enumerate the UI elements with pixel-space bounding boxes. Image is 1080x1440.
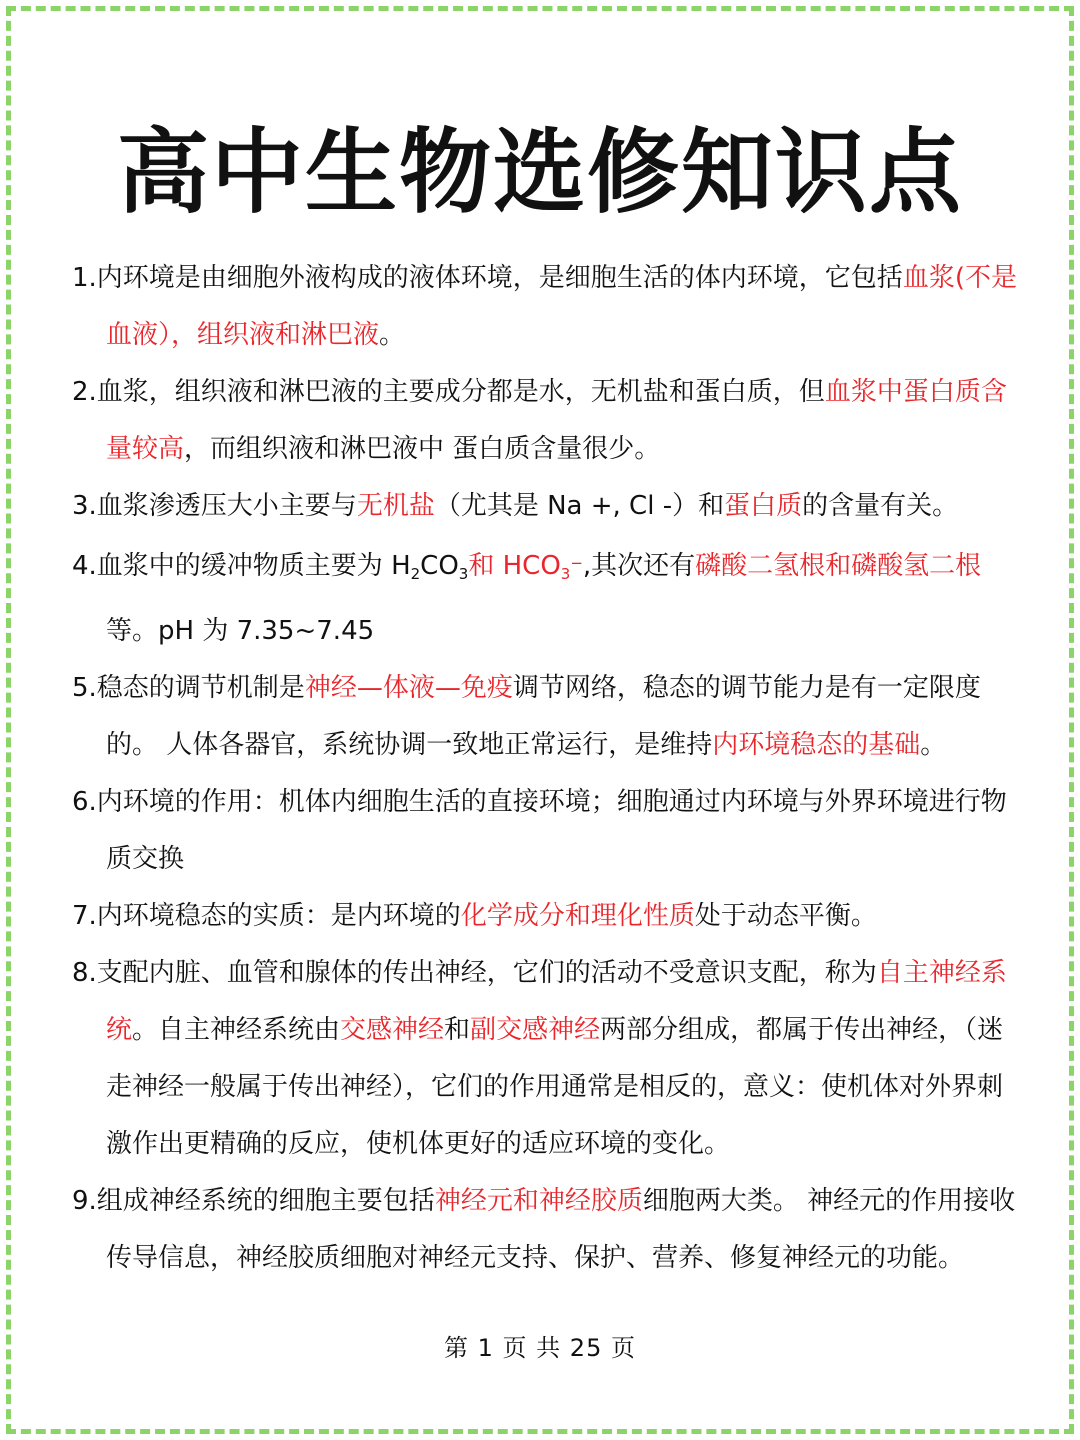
highlighted-text: 化学成分和理化性质 xyxy=(460,901,695,931)
highlighted-text: 无机盐 xyxy=(356,491,435,521)
page-number: 第 1 页 共 25 页 xyxy=(444,1334,636,1362)
text-segment: 2.血浆，组织液和淋巴液的主要成分都是水，无机盐和蛋白质，但 xyxy=(72,377,825,407)
text-segment: 。自主神经系统由 xyxy=(132,1015,341,1045)
knowledge-point-9 xyxy=(62,1173,1022,1287)
knowledge-point-8 xyxy=(62,945,1022,1173)
text-segment: （尤其是 Na +, Cl -）和 xyxy=(434,491,725,521)
text-segment: CO xyxy=(420,551,459,581)
text-segment: 2 xyxy=(410,565,421,583)
text-segment: 等。pH 为 7.35~7.45 xyxy=(106,616,375,646)
text-segment: 处于动态平衡。 xyxy=(694,901,877,931)
page-title: 高中生物选修知识点 xyxy=(116,119,963,226)
text-segment: 两部分组成，都属于传出神经，（迷走神经一般属于传出神经），它们的作用通常是相反的，意义：使机体对外界刺激作出更精确的反应，使机体更好的适应环境的变化。 xyxy=(106,1015,1004,1159)
notes-content xyxy=(62,250,1022,1287)
highlighted-text: 磷酸二氢根和磷酸氢二根 xyxy=(695,551,982,581)
text-segment: 的含量有关。 xyxy=(802,491,959,521)
text-segment: 4.血浆中的缓冲物质主要为 H xyxy=(72,551,411,581)
text-segment: 。 xyxy=(379,320,406,350)
text-segment: ，而组织液和淋巴液中 蛋白质含量很少。 xyxy=(184,434,661,464)
highlighted-text: 交感神经 xyxy=(340,1015,445,1045)
highlighted-text: 神经元和神经胶质 xyxy=(434,1186,643,1216)
highlighted-text: 蛋白质 xyxy=(724,491,803,521)
text-segment: 细胞两大类。 神经元的作用接收传导信息，神经胶质细胞对神经元支持、保护、营养、修复神经元的功能。 xyxy=(106,1186,1016,1273)
text-segment: 8.支配内脏、血管和腺体的传出神经，它们的活动不受意识支配，称为 xyxy=(72,958,877,988)
knowledge-point-4 xyxy=(62,535,1022,660)
text-segment: 3.血浆渗透压大小主要与 xyxy=(72,491,357,521)
text-segment: 1.内环境是由细胞外液构成的液体环境，是细胞生活的体内环境，它包括 xyxy=(72,263,903,293)
highlighted-text: − xyxy=(570,554,583,572)
knowledge-point-5 xyxy=(62,660,1022,774)
highlighted-text: 副交感神经 xyxy=(470,1015,601,1045)
text-segment: 7.内环境稳态的实质：是内环境的 xyxy=(72,901,461,931)
text-segment: 6.内环境的作用：机体内细胞生活的直接环境；细胞通过内环境与外界环境进行物质交换 xyxy=(72,787,1007,874)
text-segment: 3 xyxy=(458,565,469,583)
highlighted-text: 3 xyxy=(560,565,571,583)
knowledge-point-1 xyxy=(62,250,1022,364)
knowledge-point-2 xyxy=(62,364,1022,478)
text-segment: ,其次还有 xyxy=(582,551,696,581)
highlighted-text: 血浆(不是血液），组织液和淋巴液 xyxy=(106,263,1017,350)
highlighted-text: 神经—体液—免疫 xyxy=(304,673,513,703)
highlighted-text: 自主神经系统 xyxy=(106,958,1007,1045)
knowledge-point-3 xyxy=(62,478,1022,535)
knowledge-point-7 xyxy=(62,888,1022,945)
text-segment: 5.稳态的调节机制是 xyxy=(72,673,305,703)
text-segment: 调节网络，稳态的调节能力是有一定限度的。 人体各器官，系统协调一致地正常运行，是维持 xyxy=(106,673,981,760)
text-segment: 和 xyxy=(444,1015,471,1045)
text-segment: 9.组成神经系统的细胞主要包括 xyxy=(72,1186,435,1216)
highlighted-text: 和 HCO xyxy=(468,551,561,581)
highlighted-text: 血浆中蛋白质含量较高 xyxy=(106,377,1007,464)
knowledge-point-6 xyxy=(62,774,1022,888)
text-segment: 。 xyxy=(920,730,947,760)
highlighted-text: 内环境稳态的基础 xyxy=(712,730,921,760)
